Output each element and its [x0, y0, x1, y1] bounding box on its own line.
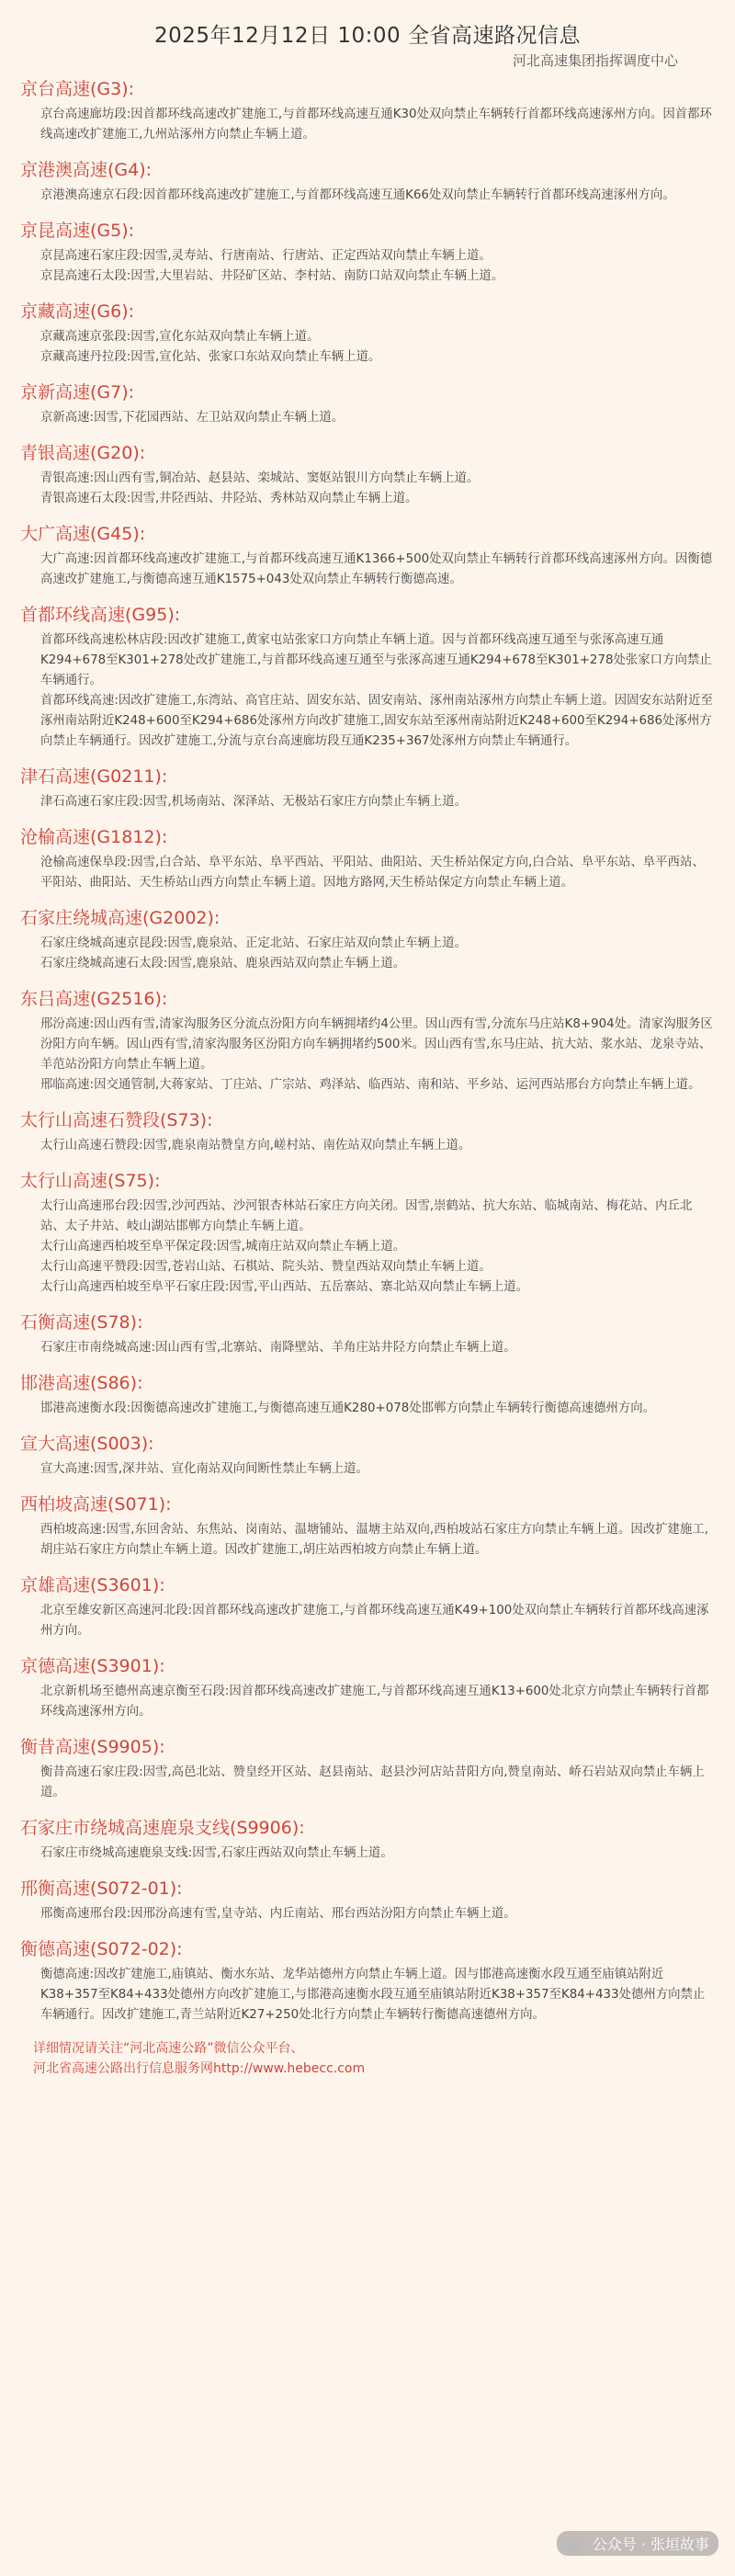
section-item: 青银高速石太段:因雪,井陉西站、井陉站、秀林站双向禁止车辆上道。 [40, 492, 418, 505]
section-title: 西柏坡高速(S071): [20, 1494, 172, 1515]
section-item: 京昆高速石太段:因雪,大里岩站、井陉矿区站、李村站、南防口站双向禁止车辆上道。 [40, 269, 504, 283]
road-section [20, 1654, 715, 1722]
road-section [20, 765, 715, 812]
road-section [20, 1816, 715, 1864]
road-section [20, 522, 715, 590]
section-title: 宣大高速(S003): [20, 1434, 154, 1454]
section-title: 京德高速(S3901): [20, 1656, 165, 1676]
section-title: 太行山高速(S75): [20, 1171, 161, 1191]
road-section [20, 219, 715, 287]
section-item: 太行山高速西柏坡至阜平石家庄段:因雪,平山西站、五岳寨站、寨北站双向禁止车辆上道。 [40, 1280, 528, 1294]
section-item: 京港澳高速京石段:因首都环线高速改扩建施工,与首都环线高速互通K66处双向禁止车辆转行首都环线高速涿州方向。 [40, 188, 675, 202]
section-item: 大广高速:因首都环线高速改扩建施工,与首都环线高速互通K1366+500处双向禁止车辆转行首都环线高速涿州方向。因衡德高速改扩建施工,与衡德高速互通K1575+043处双向禁止车辆转行衡德高速。 [40, 552, 713, 586]
section-item: 邢衡高速邢台段:因邢汾高速有雪,皇寺站、内丘南站、邢台西站汾阳方向禁止车辆上道。 [40, 1907, 516, 1921]
section-item: 石家庄绕城高速京昆段:因雪,鹿泉站、正定北站、石家庄站双向禁止车辆上道。 [40, 936, 468, 950]
section-item: 太行山高速邢台段:因雪,沙河西站、沙河银杏林站石家庄方向关闭。因雪,崇鹤站、抗大东站、临城南站、梅花站、内丘北站、太子井站、岐山湖站邯郸方向禁止车辆上道。 [40, 1199, 693, 1233]
section-item: 邢临高速:因交通管制,大蒋家站、丁庄站、广宗站、鸡泽站、临西站、南和站、平乡站、运河西站邢台方向禁止车辆上道。 [40, 1078, 701, 1092]
section-title: 衡德高速(S072-02): [20, 1939, 183, 1959]
section-title: 衡昔高速(S9905): [20, 1737, 165, 1757]
section-title: 京昆高速(G5): [20, 221, 135, 241]
road-section [20, 158, 715, 206]
section-title: 石家庄绕城高速(G2002): [20, 908, 220, 928]
section-title: 太行山高速石赞段(S73): [20, 1110, 213, 1130]
road-section [20, 906, 715, 974]
section-item: 邯港高速衡水段:因衡德高速改扩建施工,与衡德高速互通K280+078处邯郸方向禁止车辆转行衡德高速德州方向。 [40, 1401, 656, 1415]
section-item: 京台高速廊坊段:因首都环线高速改扩建施工,与首都环线高速互通K30处双向禁止车辆转行首都环线高速涿州方向。因首都环线高速改扩建施工,九州站涿州方向禁止车辆上道。 [40, 108, 712, 142]
section-item: 京昆高速石家庄段:因雪,灵寿站、行唐南站、行唐站、正定西站双向禁止车辆上道。 [40, 249, 492, 263]
section-item: 太行山高速平赞段:因雪,苍岩山站、石棋站、院头站、赞皇西站双向禁止车辆上道。 [40, 1260, 492, 1274]
section-title: 青银高速(G20): [20, 443, 146, 463]
road-section [20, 1108, 715, 1156]
page-title: 2025年12月12日 10:00 全省高速路况信息 [154, 24, 581, 48]
section-title: 邢衡高速(S072-01): [20, 1878, 183, 1899]
road-section [20, 1371, 715, 1419]
section-item: 石家庄市绕城高速鹿泉支线:因雪,石家庄西站双向禁止车辆上道。 [40, 1846, 393, 1860]
section-title: 京新高速(G7): [20, 382, 135, 403]
section-item: 京新高速:因雪,下花园西站、左卫站双向禁止车辆上道。 [40, 411, 345, 425]
section-title: 大广高速(G45): [20, 524, 146, 544]
section-item: 太行山高速西柏坡至阜平保定段:因雪,城南庄站双向禁止车辆上道。 [40, 1240, 406, 1254]
road-section [20, 1877, 715, 1924]
section-item: 衡昔高速石家庄段:因雪,高邑北站、赞皇经开区站、赵县南站、赵县沙河店站昔阳方向,赞皇南站、峤石岩站双向禁止车辆上道。 [40, 1765, 705, 1799]
section-title: 东吕高速(G2516): [20, 989, 168, 1009]
section-item: 宣大高速:因雪,深井站、宣化南站双向间断性禁止车辆上道。 [40, 1462, 368, 1476]
road-section [20, 1311, 715, 1358]
section-item: 石家庄绕城高速石太段:因雪,鹿泉站、鹿泉西站双向禁止车辆上道。 [40, 957, 406, 970]
watermark [557, 2531, 718, 2556]
footer [20, 2038, 715, 2079]
road-section [20, 1937, 715, 2026]
road-sections-list [20, 77, 715, 2026]
section-title: 石家庄市绕城高速鹿泉支线(S9906): [20, 1818, 305, 1838]
section-item: 青银高速:因山西有雪,铜冶站、赵县站、栾城站、窦妪站银川方向禁止车辆上道。 [40, 471, 480, 485]
road-section [20, 1492, 715, 1560]
section-item: 京藏高速丹拉段:因雪,宣化站、张家口东站双向禁止车辆上道。 [40, 350, 381, 364]
road-section [20, 380, 715, 428]
section-item: 石家庄市南绕城高速:因山西有雪,北寨站、南降壁站、羊角庄站井陉方向禁止车辆上道。 [40, 1341, 516, 1355]
road-section [20, 603, 715, 752]
section-item: 邢汾高速:因山西有雪,清家沟服务区分流点汾阳方向车辆拥堵约4公里。因山西有雪,分流东马庄站K8+904处。清家沟服务区汾阳方向车辆。因山西有雪,清家沟服务区汾阳方向车辆拥堵约500米。因山西有雪,东马庄站、抗大站、浆水站、龙泉寺站、羊范站汾阳方向禁止车辆上道。 [40, 1017, 713, 1072]
road-section [20, 1169, 715, 1298]
watermark-text: 公众号 · 张垣故事 [592, 2536, 709, 2553]
publisher: 河北高速集团指挥调度中心 [512, 52, 678, 69]
section-title: 首都环线高速(G95): [20, 605, 181, 625]
section-item: 沧榆高速保阜段:因雪,白合站、阜平东站、阜平西站、平阳站、曲阳站、天生桥站保定方向,白合站、阜平东站、阜平西站、平阳站、曲阳站、天生桥站山西方向禁止车辆上道。因地方路网,天生桥站保定方向禁止车辆上道。 [40, 856, 705, 890]
section-item: 京藏高速京张段:因雪,宣化东站双向禁止车辆上道。 [40, 330, 320, 344]
section-item: 津石高速石家庄段:因雪,机场南站、深泽站、无极站石家庄方向禁止车辆上道。 [40, 795, 468, 809]
footer-line-1: 详细情况请关注“河北高速公路”微信公众平台、 [33, 2041, 304, 2056]
footer-line-2[interactable]: 河北省高速公路出行信息服务网http://www.hebecc.com [33, 2061, 366, 2076]
road-section [20, 77, 715, 145]
road-section [20, 1735, 715, 1803]
section-item: 西柏坡高速:因雪,东回舍站、东焦站、岗南站、温塘铺站、温塘主站双向,西柏坡站石家庄方向禁止车辆上道。因改扩建施工,胡庄站石家庄方向禁止车辆上道。因改扩建施工,胡庄站西柏坡方向禁止车辆上道。 [40, 1523, 708, 1557]
section-item: 首都环线高速松林店段:因改扩建施工,黄家屯站张家口方向禁止车辆上道。因与首都环线高速互通至与张涿高速互通K294+678至K301+278处改扩建施工,与首都环线高速互通至与张涿高速互通K294+678至K301+278处张家口方向禁止车辆通行。 [40, 633, 712, 687]
wechat-icon [566, 2537, 582, 2554]
road-section [20, 1573, 715, 1641]
section-item: 北京新机场至德州高速京衡至石段:因首都环线高速改扩建施工,与首都环线高速互通K13+600处北京方向禁止车辆转行首都环线高速涿州方向。 [40, 1685, 709, 1719]
road-section [20, 987, 715, 1095]
road-section [20, 300, 715, 368]
section-item: 衡德高速:因改扩建施工,庙镇站、衡水东站、龙华站德州方向禁止车辆上道。因与邯港高速衡水段互通至庙镇站附近K38+357至K84+433处德州方向改扩建施工,与邯港高速衡水段互通至庙镇站附近K38+357至K84+433处德州方向禁止车辆通行。因改扩建施工,青兰站附近K27+250处北行方向禁止车辆转行衡德高速德州方向。 [40, 1968, 706, 2022]
road-section [20, 1432, 715, 1480]
section-title: 京雄高速(S3601): [20, 1575, 165, 1595]
section-title: 京台高速(G3): [20, 79, 135, 99]
section-title: 京港澳高速(G4): [20, 160, 153, 180]
section-title: 石衡高速(S78): [20, 1312, 143, 1333]
road-section [20, 441, 715, 509]
section-title: 沧榆高速(G1812): [20, 827, 168, 847]
section-title: 邯港高速(S86): [20, 1373, 143, 1393]
section-title: 津石高速(G0211): [20, 766, 168, 787]
section-title: 京藏高速(G6): [20, 301, 135, 322]
section-item: 首都环线高速:因改扩建施工,东湾站、高官庄站、固安东站、固安南站、涿州南站涿州方向禁止车辆上道。因固安东站附近至涿州南站附近K248+600至K294+686处涿州方向改扩建施工,固安东站至涿州南站附近K248+600至K294+686处涿州方向禁止车辆通行。因改扩建施工,分流与京台高速廊坊段互通K235+367处涿州方向禁止车辆通行。 [40, 694, 713, 748]
section-item: 太行山高速石赞段:因雪,鹿泉南站赞皇方向,嵯村站、南佐站双向禁止车辆上道。 [40, 1139, 471, 1152]
road-section [20, 825, 715, 893]
section-item: 北京至雄安新区高速河北段:因首都环线高速改扩建施工,与首都环线高速互通K49+100处双向禁止车辆转行首都环线高速涿州方向。 [40, 1604, 709, 1638]
